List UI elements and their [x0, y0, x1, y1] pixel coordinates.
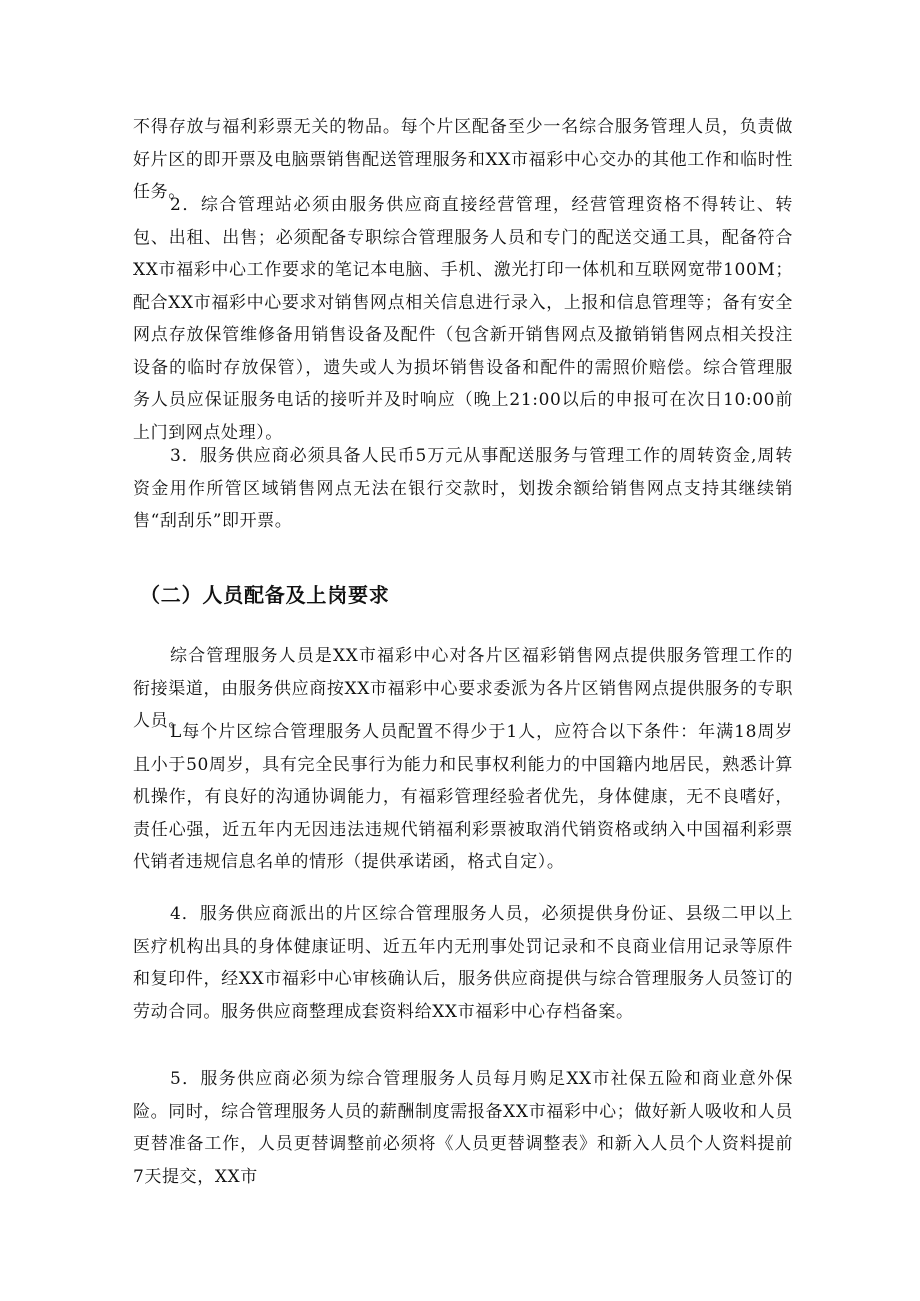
- paragraph-continuation: 不得存放与福利彩票无关的物品。每个片区配备至少一名综合服务管理人员，负责做好片区的即开票及电脑票销售配送管理服务和XX市福彩中心交办的其他工作和临时性任务。: [133, 117, 793, 202]
- paragraph-item-3: 3．服务供应商必须具备人民币5万元从事配送服务与管理工作的周转资金,周转资金用作所管区域销售网点无法在银行交款时，划拨余额给销售网点支持其继续销售“刮刮乐”即开票。: [133, 446, 793, 531]
- paragraph-item-4: 4．服务供应商派出的片区综合管理服务人员，必须提供身份证、县级二甲以上医疗机构出具的身体健康证明、近五年内无刑事处罚记录和不良商业信用记录等原件和复印件，经XX市福彩中心审核确认后，服务供应商提供与综合管理服务人员签订的劳动合同。服务供应商整理成套资料给XX市福彩中心存档备案。: [133, 904, 793, 1022]
- paragraph-item-5: 5．服务供应商必须为综合管理服务人员每月购足XX市社保五险和商业意外保险。同时，综合管理服务人员的薪酬制度需报备XX市福彩中心；做好新人吸收和人员更替准备工作，人员更替调整前必须将《人员更替调整表》和新入人员个人资料提前7天提交，XX市: [133, 1069, 793, 1187]
- paragraph-item-2: 2．综合管理站必须由服务供应商直接经营管理，经营管理资格不得转让、转包、出租、出售；必须配备专职综合管理服务人员和专门的配送交通工具，配备符合XX市福彩中心工作要求的笔记本电脑、手机、激光打印一体机和互联网宽带100M；配合XX市福彩中心要求对销售网点相关信息进行录入，上报和信息管理等；备有安全网点存放保管维修备用销售设备及配件（包含新开销售网点及撤销销售网点相关投注设备的临时存放保管），遗失或人为损坏销售设备和配件的需照价赔偿。综合管理服务人员应保证服务电话的接听并及时响应（晚上21:00以后的申报可在次日10:00前上门到网点处理）。: [133, 195, 793, 443]
- section-heading: （二）人员配备及上岗要求: [140, 583, 390, 607]
- paragraph-intro: 综合管理服务人员是XX市福彩中心对各片区福彩销售网点提供服务管理工作的衔接渠道，由服务供应商按XX市福彩中心要求委派为各片区销售网点提供服务的专职人员。: [133, 646, 793, 731]
- paragraph-item-1: L每个片区综合管理服务人员配置不得少于1人，应符合以下条件：年满18周岁且小于50周岁，具有完全民事行为能力和民事权利能力的中国籍内地居民，熟悉计算机操作，有良好的沟通协调能力，有福彩管理经验者优先，身体健康，无不良嗜好，责任心强，近五年内无因违法违规代销福利彩票被取消代销资格或纳入中国福利彩票代销者违规信息名单的情形（提供承诺函，格式自定）。: [133, 722, 793, 872]
